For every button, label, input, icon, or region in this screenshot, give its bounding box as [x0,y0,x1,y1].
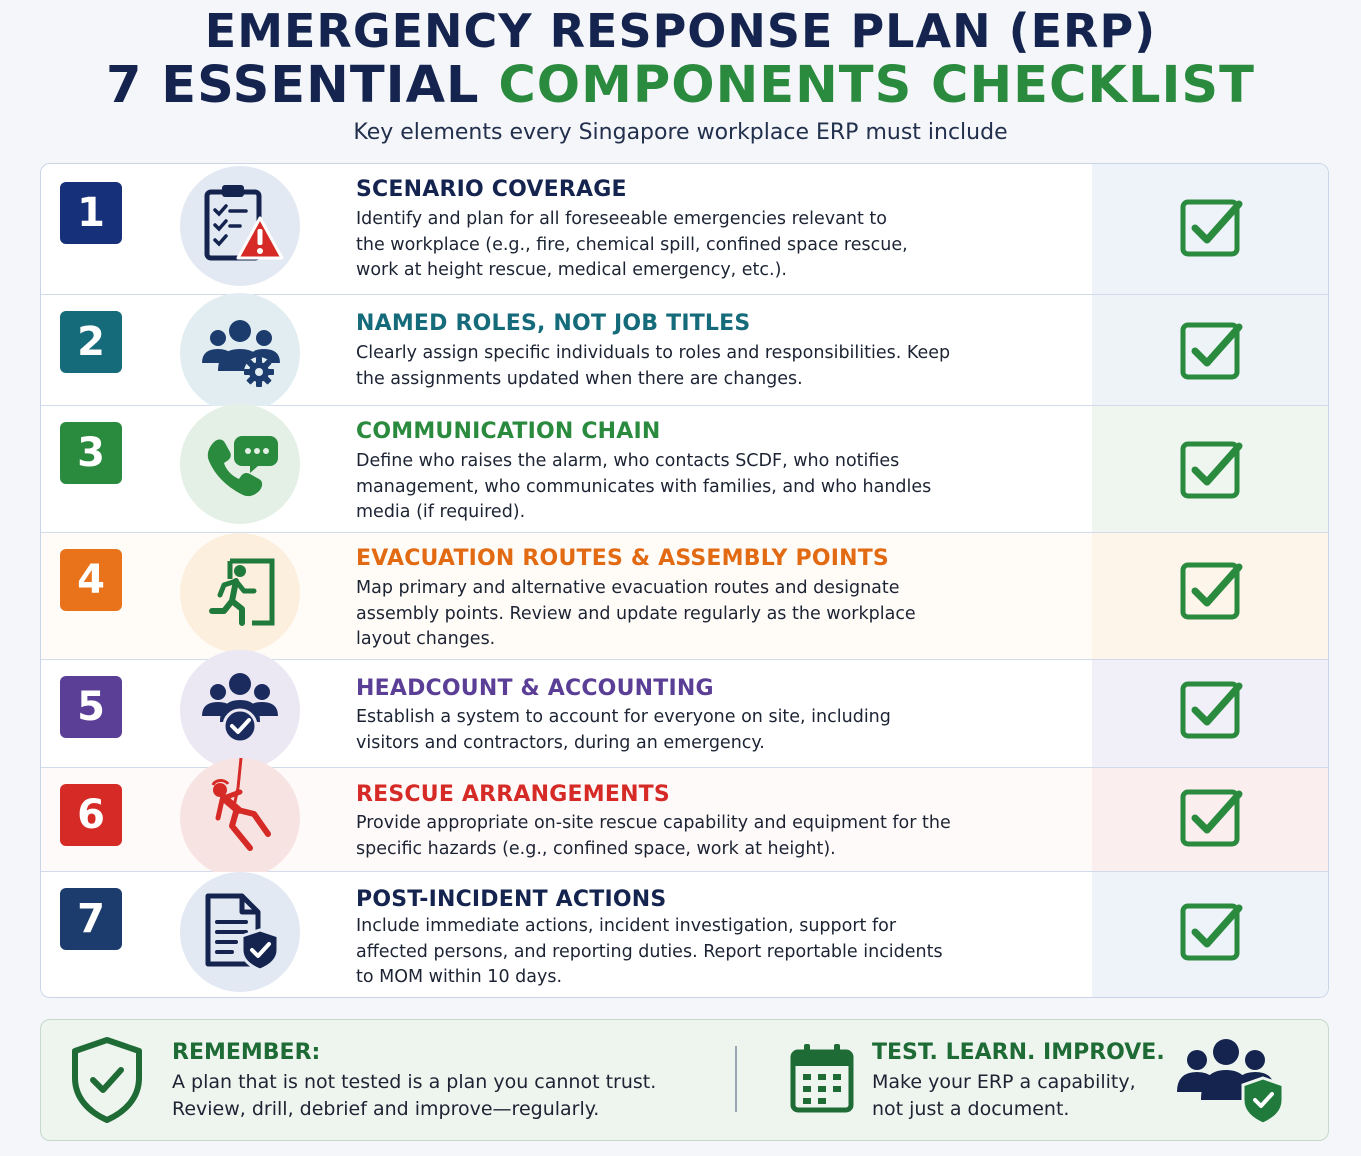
page-subtitle: Key elements every Singapore workplace ERP must include [353,120,1008,145]
item-number-badge: 7 [60,888,122,950]
checklist-row-7 [41,872,1329,998]
item-title: RESCUE ARRANGEMENTS [356,782,670,807]
team-shield-icon [1171,1034,1287,1126]
item-description: Provide appropriate on-site rescue capability and equipment for the specific hazards (e.g., confined space, work at height). [356,813,951,859]
team-gear-icon [180,293,300,413]
item-title: POST-INCIDENT ACTIONS [356,887,667,912]
document-shield-icon [180,872,300,992]
page-title-line-1: EMERGENCY RESPONSE PLAN (ERP) [204,4,1157,58]
shield-check-icon [69,1036,145,1124]
item-number-badge: 2 [60,311,122,373]
item-number-badge: 3 [60,422,122,484]
item-title: SCENARIO COVERAGE [356,177,627,202]
item-description: Clearly assign specific individuals to roles and responsibilities. Keep the assignments updated when there are changes. [356,343,951,389]
footer-banner [40,1019,1329,1141]
item-title: EVACUATION ROUTES & ASSEMBLY POINTS [356,546,889,571]
test-learn-line-2: not just a document. [872,1098,1070,1120]
checkbox-checked-icon [1180,902,1244,962]
item-description: Establish a system to account for everyone on site, including visitors and contractors, during an emergency. [356,707,891,753]
item-title: HEADCOUNT & ACCOUNTING [356,676,714,701]
checklist-row-4 [41,533,1329,660]
item-description: Define who raises the alarm, who contacts SCDF, who notifies management, who communicates with families, and who handles media (if required). [356,451,932,522]
title-part-green: COMPONENTS CHECKLIST [498,56,1255,115]
exit-sign-icon [180,533,300,653]
page-title-line-2 [0,56,1361,115]
item-number-badge: 5 [60,676,122,738]
item-title: NAMED ROLES, NOT JOB TITLES [356,311,751,336]
clipboard-warning-icon [180,166,300,286]
checklist-panel [40,163,1329,998]
remember-line-1: A plan that is not tested is a plan you cannot trust. [172,1071,657,1093]
item-description: Map primary and alternative evacuation routes and designate assembly points. Review and update regularly as the workplace layout changes. [356,578,916,649]
checkbox-checked-icon [1180,198,1244,258]
item-title: COMMUNICATION CHAIN [356,419,661,444]
item-description: Identify and plan for all foreseeable emergencies relevant to the workplace (e.g., fire, chemical spill, confined space rescue, work at height rescue, medical emergency, etc.). [356,209,908,280]
group-check-icon [180,650,300,770]
checklist-row-6 [41,768,1329,872]
test-learn-line-1: Make your ERP a capability, [872,1071,1136,1093]
checkbox-checked-icon [1180,680,1244,740]
checklist-row-2 [41,295,1329,406]
item-number-badge: 4 [60,549,122,611]
footer-divider [735,1046,737,1112]
item-number-badge: 6 [60,784,122,846]
checklist-row-5 [41,660,1329,768]
checkbox-checked-icon [1180,561,1244,621]
rope-rescue-icon [180,758,300,878]
phone-chat-icon [180,404,300,524]
title-part-navy: 7 ESSENTIAL [106,56,499,115]
checkbox-checked-icon [1180,321,1244,381]
remember-line-2: Review, drill, debrief and improve—regularly. [172,1098,600,1120]
remember-title: REMEMBER: [172,1040,321,1065]
checkbox-checked-icon [1180,788,1244,848]
test-learn-title: TEST. LEARN. IMPROVE. [872,1040,1165,1065]
checklist-row-3 [41,406,1329,533]
item-number-badge: 1 [60,182,122,244]
calendar-icon [789,1042,855,1114]
checklist-row-1 [41,164,1329,295]
item-description: Include immediate actions, incident investigation, support for affected persons, and reporting duties. Report reportable incidents to MOM within 10 days. [356,916,943,987]
checkbox-checked-icon [1180,440,1244,500]
